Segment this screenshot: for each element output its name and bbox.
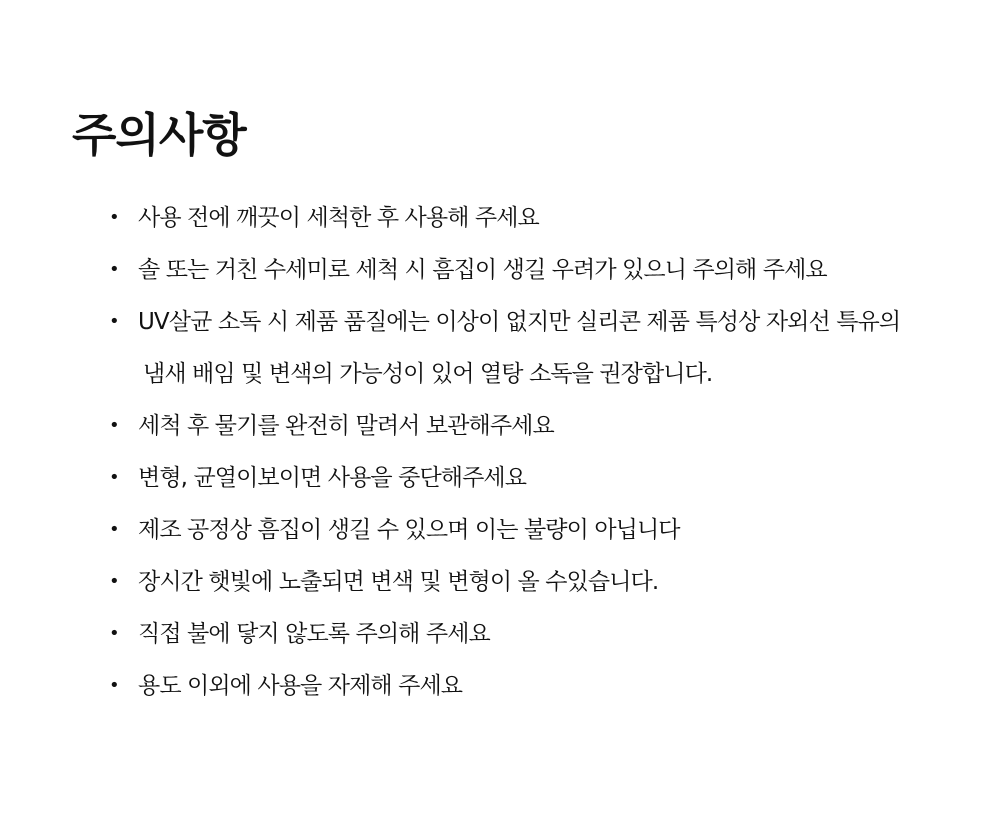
list-item-text: UV살균 소독 시 제품 품질에는 이상이 없지만 실리콘 제품 특성상 자외선 특유의: [138, 309, 901, 335]
list-item-text: 용도 이외에 사용을 자제해 주세요: [138, 673, 463, 699]
list-item-text: 사용 전에 깨끗이 세척한 후 사용해 주세요: [138, 205, 539, 231]
list-item-text: 세척 후 물기를 완전히 말려서 보관해주세요: [138, 413, 554, 439]
bullet-icon: •: [109, 519, 119, 540]
list-item-text: 변형, 균열이보이면 사용을 중단해주세요: [138, 465, 527, 491]
list-item-text: 직접 불에 닿지 않도록 주의해 주세요: [138, 621, 490, 647]
bullet-icon: •: [109, 675, 119, 696]
list-item: [106, 400, 986, 452]
bullet-icon: •: [109, 207, 119, 228]
list-item: [106, 192, 986, 244]
list-item-text: 솔 또는 거친 수세미로 세척 시 흠집이 생길 우려가 있으니 주의해 주세요: [138, 257, 827, 283]
bullet-icon: •: [109, 623, 119, 644]
list-item-text: 장시간 햇빛에 노출되면 변색 및 변형이 올 수있습니다.: [138, 569, 659, 595]
caution-list: [106, 192, 986, 712]
list-item: [106, 608, 986, 660]
bullet-icon: •: [109, 311, 119, 332]
list-item-text: 제조 공정상 흠집이 생길 수 있으며 이는 불량이 아닙니다: [138, 517, 680, 543]
bullet-icon: •: [109, 571, 119, 592]
list-item: [106, 660, 986, 712]
list-item: [106, 452, 986, 504]
page-title: 주의사항: [72, 108, 246, 162]
list-item: [106, 556, 986, 608]
list-item: [106, 504, 986, 556]
bullet-icon: •: [109, 415, 119, 436]
list-item-text-continued: 냄새 배임 및 변색의 가능성이 있어 열탕 소독을 권장합니다.: [143, 361, 713, 387]
bullet-icon: •: [109, 467, 119, 488]
list-item: [106, 244, 986, 296]
bullet-icon: •: [109, 259, 119, 280]
list-item: [106, 296, 986, 400]
